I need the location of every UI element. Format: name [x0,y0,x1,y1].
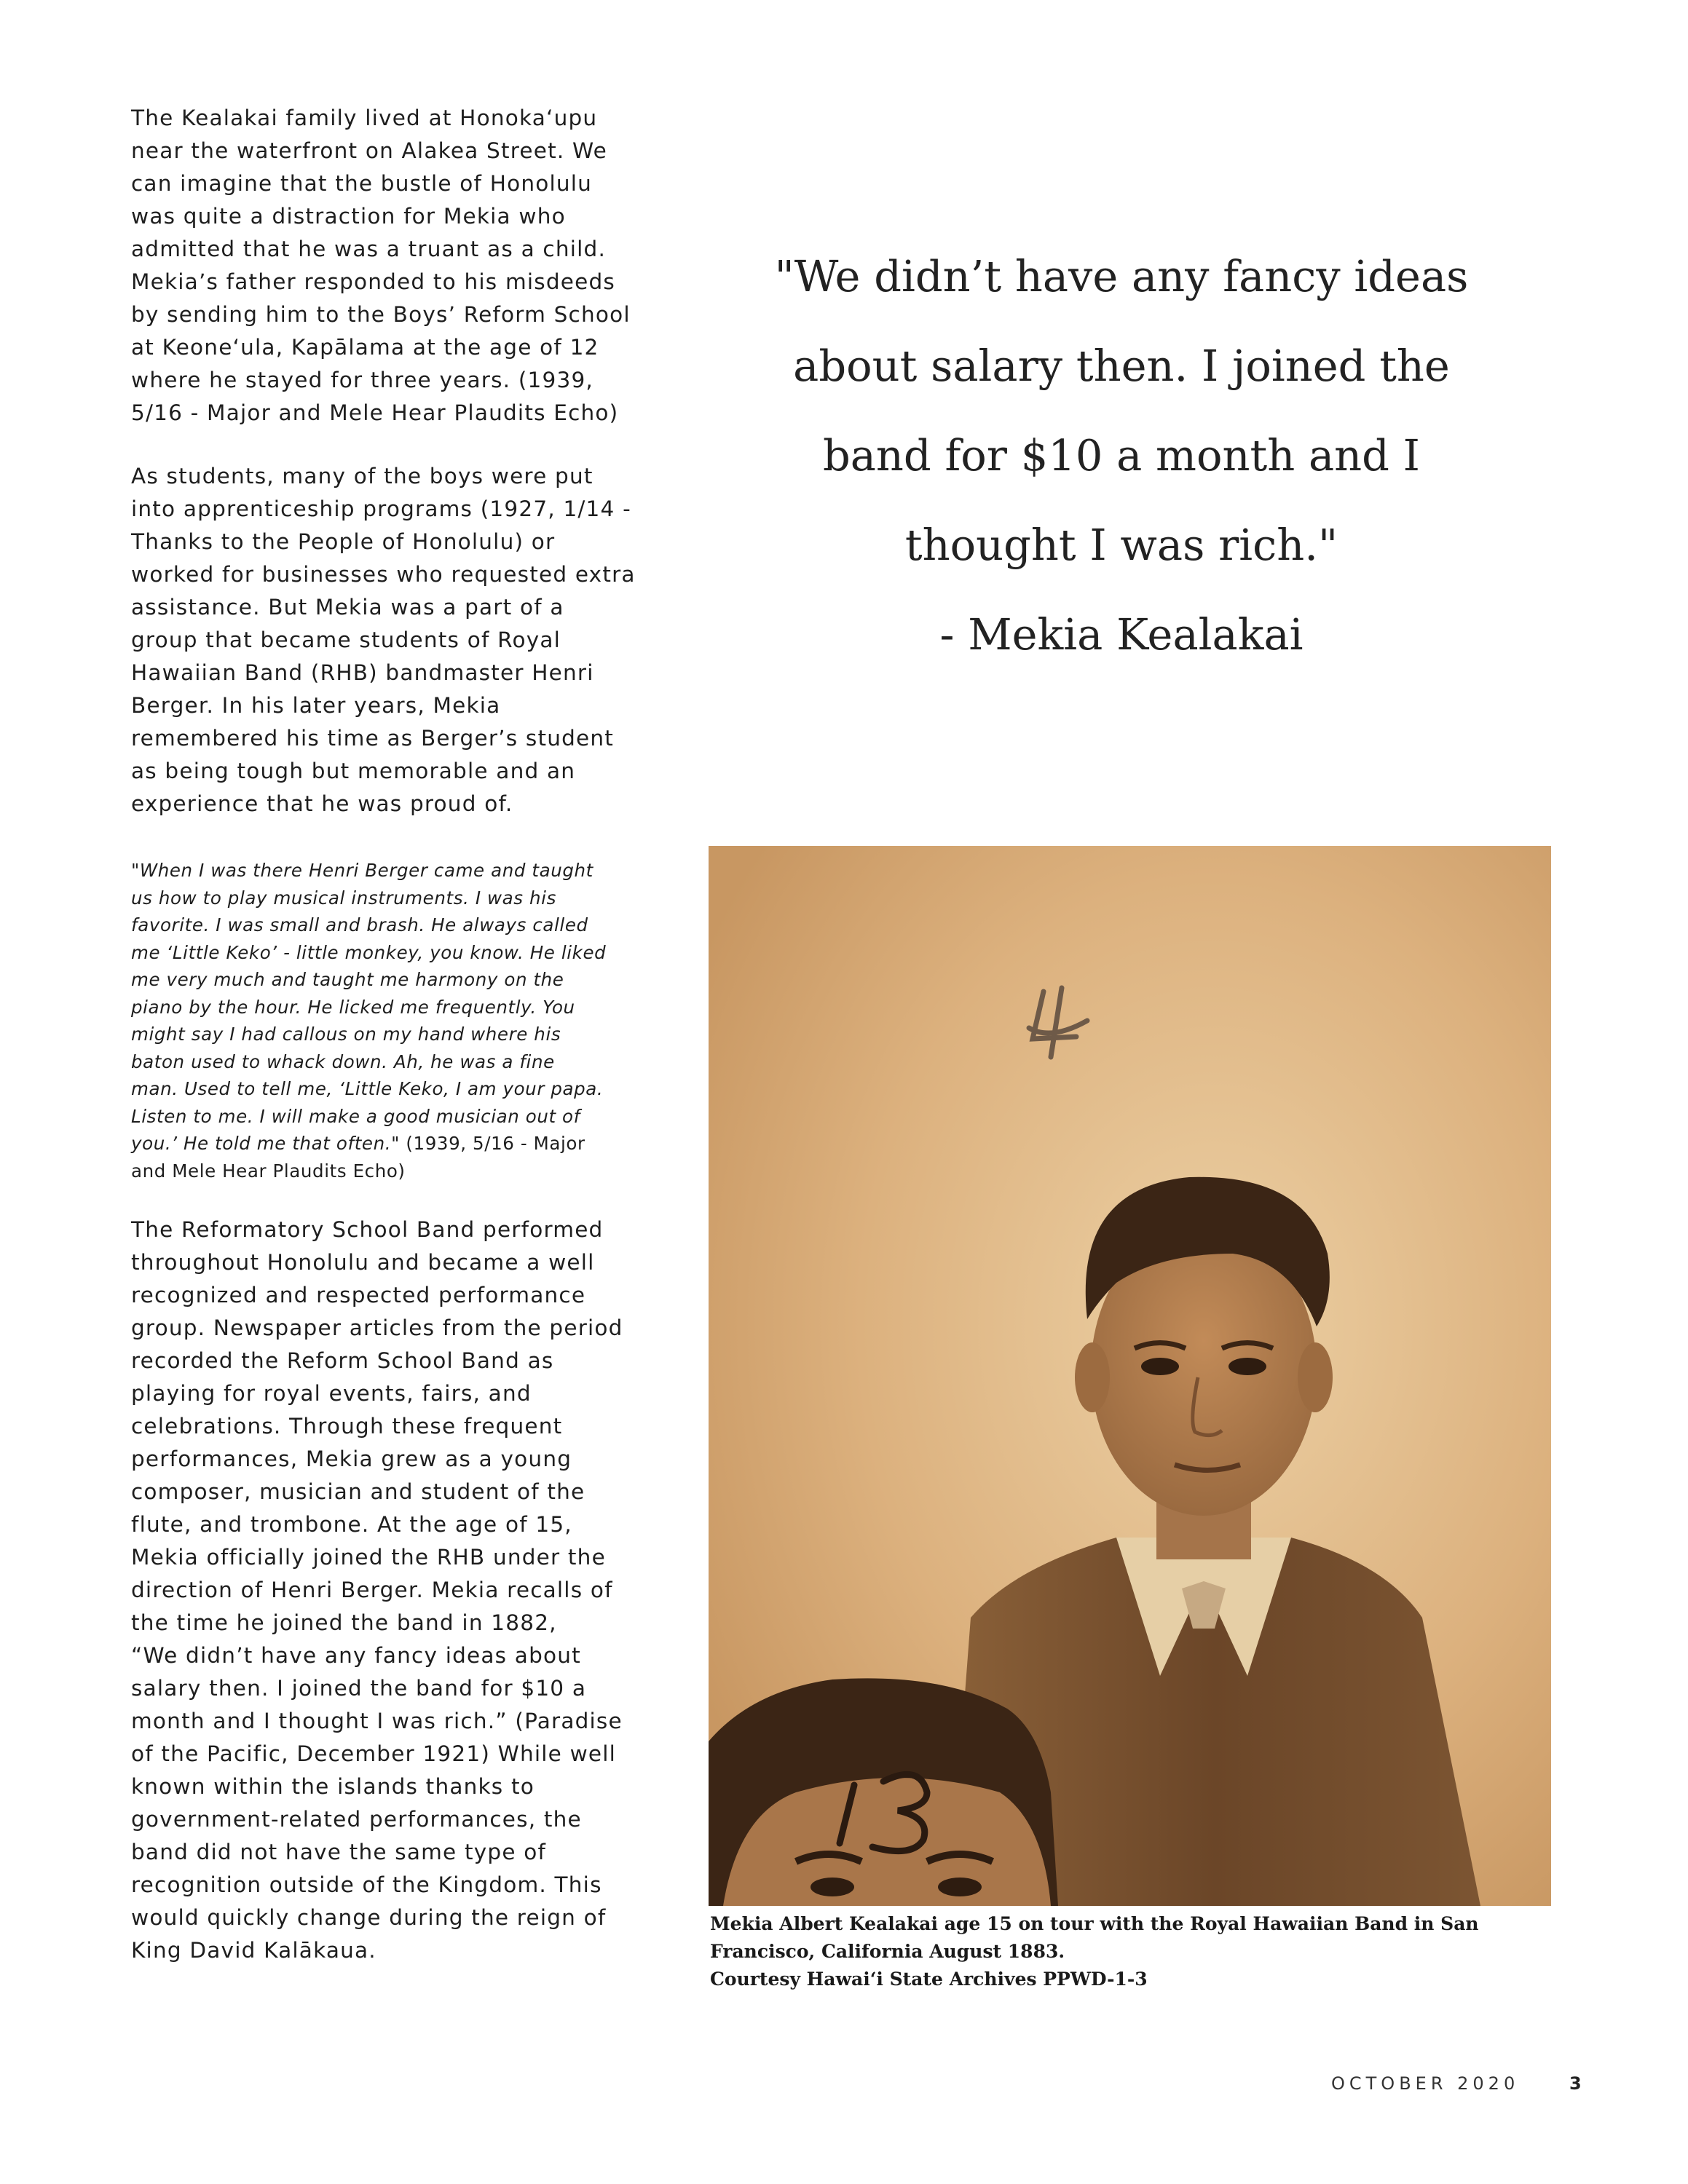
caption-line-3: Courtesy Hawaiʻi State Archives PPWD-1-3 [710,1969,1148,1990]
quote-line-3 [131,911,641,939]
quote-line-10 [131,1103,641,1131]
portrait-photo [709,846,1551,1906]
quote-italic-text: favorite. I was small and brash. He always called [131,914,588,935]
quote-citation-text: and Mele Hear Plaudits Echo) [131,1160,406,1182]
left-column [131,102,641,1999]
pull-quote-attribution: - Mekia Kealakai [939,609,1304,660]
block-quote [131,857,641,1184]
portrait-illustration [709,846,1551,1906]
body-paragraph-1: The Kealakai family lived at Honokaʻupu near the waterfront on Alakea Street. We can imagine that the bustle of Honolulu was quite a distraction for Mekia who admitted that he was a truant as a child. Mekia’s father responded to his misdeeds by sending him to the Boys’ Reform School at Keoneʻula, Kapālama at the age of 12 where he stayed for three years. (1939, 5/16 - Major and Mele Hear Plaudits Echo) [131,106,631,425]
photo-caption [710,1910,1547,1993]
pull-quote [728,232,1515,679]
quote-line-9 [131,1075,641,1103]
quote-line-5 [131,966,641,994]
quote-italic-text: me ‘Little Keko’ - little monkey, you know. He liked [131,941,607,963]
quote-line-8 [131,1048,641,1076]
footer-month: OCTOBER 2020 [1331,2073,1520,2094]
body-paragraph-3: The Reformatory School Band performed throughout Honolulu and became a well recognized and respected performance group. Newspaper articles from the period recorded the Reform School Band as playing for royal events, fairs, and celebrations. Through these frequent performances, Mekia grew as a young composer, musician and student of the flute, and trombone. At the age of 15, Mekia officially joined the RHB under the direction of Henri Berger. Mekia recalls of the time he joined the band in 1882, “We didn’t have any fancy ideas about salary then. I joined the band for $10 a month and I thought I was rich.” (Paradise of the Pacific, December 1921) While well known within the islands thanks to government-related performances, the band did not have the same type of recognition outside of the Kingdom. This would quickly change during the reign of King David Kalākaua. [131,1217,623,1963]
left-eye [1141,1358,1179,1375]
caption-line-1: Mekia Albert Kealakai age 15 on tour with the Royal Hawaiian Band in San [710,1913,1479,1934]
foreground-eye-left [811,1878,854,1896]
quote-line-11 [131,1130,641,1158]
quote-line-4 [131,939,641,967]
right-eye [1228,1358,1266,1375]
quote-italic-text: Listen to me. I will make a good musician out of [131,1105,580,1127]
quote-italic-text: man. Used to tell me, ‘Little Keko, I am your papa. [131,1078,604,1099]
pull-quote-line-1: "We didn’t have any fancy ideas [774,251,1469,301]
quote-line-6 [131,994,641,1021]
quote-italic-text: you.’ He told me that often. [131,1133,392,1154]
body-paragraph-2: As students, many of the boys were put into apprenticeship programs (1927, 1/14 - Thanks to the People of Honolulu) or worked for businesses who requested extra assistance. But Mekia was a part of a group that became students of Royal Hawaiian Band (RHB) bandmaster Henri Berger. In his later years, Mekia remembered his time as Berger’s student as being tough but memorable and an experience that he was proud of. [131,464,636,816]
quote-line-1 [131,857,641,885]
quote-italic-text: might say I had callous on my hand where his [131,1024,561,1045]
caption-line-2: Francisco, California August 1883. [710,1941,1065,1962]
quote-italic-text: us how to play musical instruments. I was his [131,887,556,909]
quote-italic-text: When I was there Henri Berger came and taught [139,860,593,881]
quote-open-mark: " [131,860,140,881]
left-ear [1075,1342,1110,1412]
right-ear [1298,1342,1333,1412]
quote-line-12 [131,1158,641,1185]
pull-quote-line-3: band for $10 a month and I [822,430,1420,480]
quote-citation-text: " (1939, 5/16 - Major [391,1133,585,1154]
quote-line-2 [131,885,641,912]
quote-line-7 [131,1021,641,1048]
quote-italic-text: me very much and taught me harmony on the [131,969,564,990]
pull-quote-line-4: thought I was rich." [904,520,1338,570]
quote-italic-text: piano by the hour. He licked me frequently. You [131,996,575,1018]
foreground-eye-right [938,1878,982,1896]
pull-quote-line-2: about salary then. I joined the [793,341,1450,391]
page-number: 3 [1569,2073,1582,2094]
quote-italic-text: baton used to whack down. Ah, he was a fine [131,1051,555,1072]
